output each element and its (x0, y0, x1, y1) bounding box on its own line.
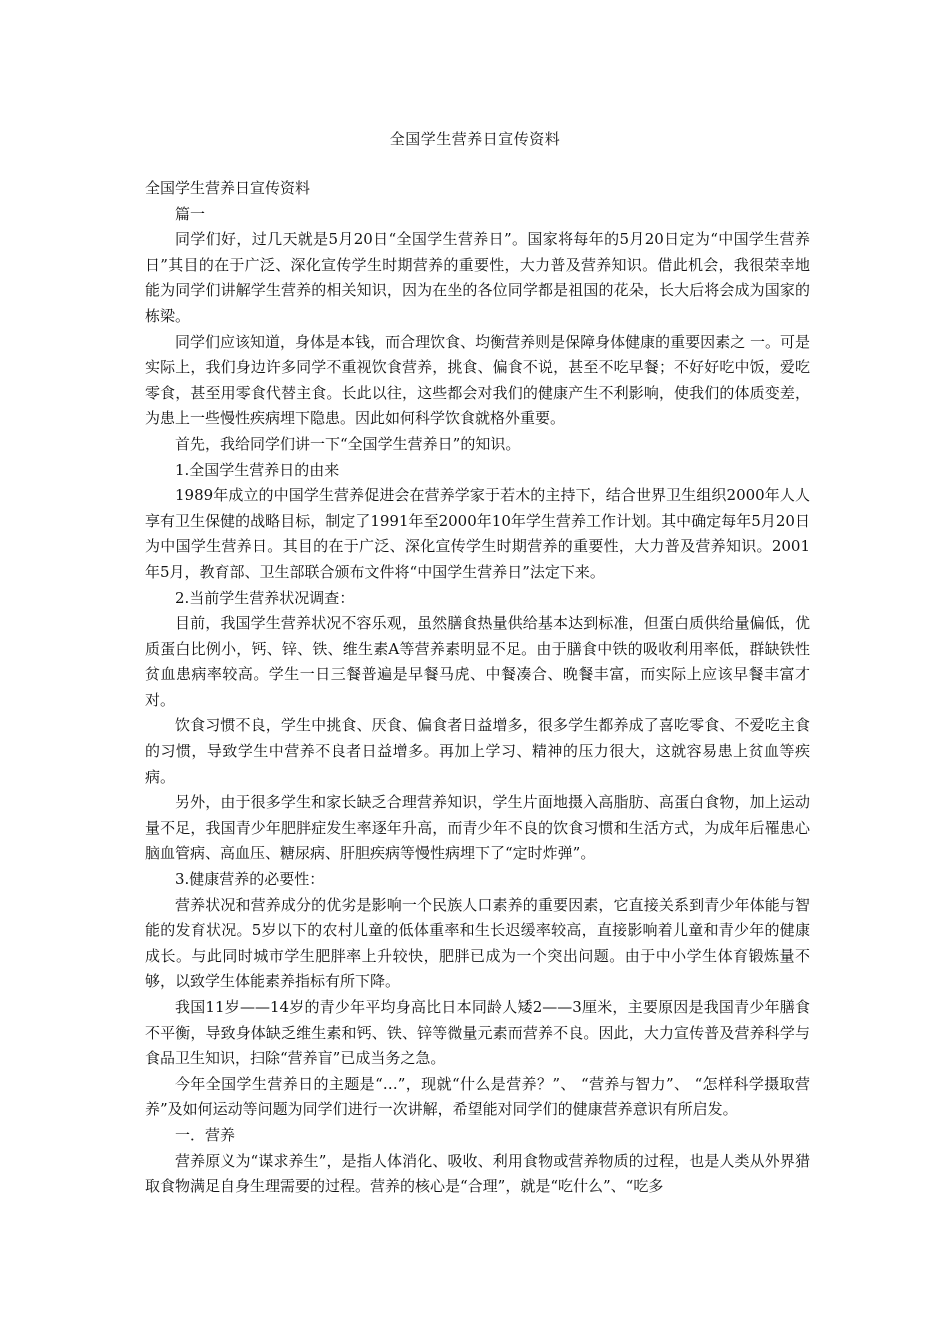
paragraph: 我国11岁——14岁的青少年平均身高比日本同龄人矮2——3厘米，主要原因是我国青少年膳食不平衡，导致身体缺乏维生素和钙、铁、锌等微量元素而营养不良。因此，大力宣传普及营养科学与食品卫生知识，扫除“营养盲”已成当务之急。 (145, 998, 810, 1068)
paragraph: 饮食习惯不良，学生中挑食、厌食、偏食者日益增多，很多学生都养成了喜吃零食、不爱吃主食的习惯，导致学生中营养不良者日益增多。再加上学习、精神的压力很大，这就容易患上贫血等疾病。 (145, 716, 810, 786)
document-title: 全国学生营养日宣传资料 (389, 130, 561, 148)
paragraph: 今年全国学生营养日的主题是“…”，现就“什么是营养？”、 “营养与智力”、 “怎样科学摄取营养”及如何运动等问题为同学们进行一次讲解，希望能对同学们的健康营养意识有所启发。 (145, 1074, 810, 1119)
paragraph: 目前，我国学生营养状况不容乐观，虽然膳食热量供给基本达到标准，但蛋白质供给量偏低，优质蛋白比例小，钙、锌、铁、维生素A等营养素明显不足。由于膳食中铁的吸收利用率低，群缺铁性贫血患病率较高。学生一日三餐普遍是早餐马虎、中餐凑合、晚餐丰富，而实际上应该早餐丰富才对。 (145, 614, 810, 709)
section-heading: 2.当前学生营养状况调查： (175, 588, 355, 607)
document-body (145, 176, 810, 1200)
section-label: 篇一 (175, 204, 206, 223)
paragraph: 首先，我给同学们讲一下“全国学生营养日”的知识。 (175, 434, 521, 453)
section-heading: 3.健康营养的必要性： (175, 870, 325, 889)
document-subtitle: 全国学生营养日宣传资料 (145, 179, 311, 197)
paragraph: 营养状况和营养成分的优劣是影响一个民族人口素养的重要因素，它直接关系到青少年体能与智能的发育状况。5岁以下的农村儿童的低体重率和生长迟缓率较高，直接影响着儿童和青少年的健康成长。与此同时城市学生肥胖率上升较快，肥胖已成为一个突出问题。由于中小学生体育锻炼量不够，以致学生体能素养指标有所下降。 (145, 895, 810, 991)
paragraph: 同学们应该知道，身体是本钱，而合理饮食、均衡营养则是保障身体健康的重要因素之 一。可是实际上，我们身边许多同学不重视饮食营养，挑食、偏食不说，甚至不吃早餐；不好好吃中饭，爱吃零食，甚至用零食代替主食。长此以往，这些都会对我们的健康产生不利影响，使我们的体质变差，为患上一些慢性疾病埋下隐患。因此如何科学饮食就格外重要。 (145, 332, 810, 428)
paragraph: 另外，由于很多学生和家长缺乏合理营养知识，学生片面地摄入高脂肪、高蛋白食物，加上运动量不足，我国青少年肥胖症发生率逐年升高，而青少年不良的饮食习惯和生活方式，为成年后罹患心脑血管病、高血压、糖尿病、肝胆疾病等慢性病埋下了“定时炸弹”。 (145, 793, 810, 863)
paragraph: 1989年成立的中国学生营养促进会在营养学家于若木的主持下，结合世界卫生组织2000年人人享有卫生保健的战略目标，制定了1991年至2000年10年学生营养工作计划。其中确定每年5月20日为中国学生营养日。其目的在于广泛、深化宣传学生时期营养的重要性，大力普及营养知识。2001年5月，教育部、卫生部联合颁布文件将“中国学生营养日”法定下来。 (145, 486, 810, 581)
section-heading: 一．营养 (175, 1125, 236, 1144)
paragraph: 营养原义为“谋求养生”，是指人体消化、吸收、利用食物或营养物质的过程，也是人类从外界猎取食物满足自身生理需要的过程。营养的核心是“合理”，就是“吃什么”、“吃多 (145, 1151, 810, 1196)
paragraph: 同学们好，过几天就是5月20日“全国学生营养日”。国家将每年的5月20日定为“中国学生营养日”其目的在于广泛、深化宣传学生时期营养的重要性，大力普及营养知识。借此机会，我很荣幸地能为同学们讲解学生营养的相关知识，因为在坐的各位同学都是祖国的花朵，长大后将会成为国家的栋梁。 (145, 230, 810, 325)
section-heading: 1.全国学生营养日的由来 (175, 460, 340, 479)
